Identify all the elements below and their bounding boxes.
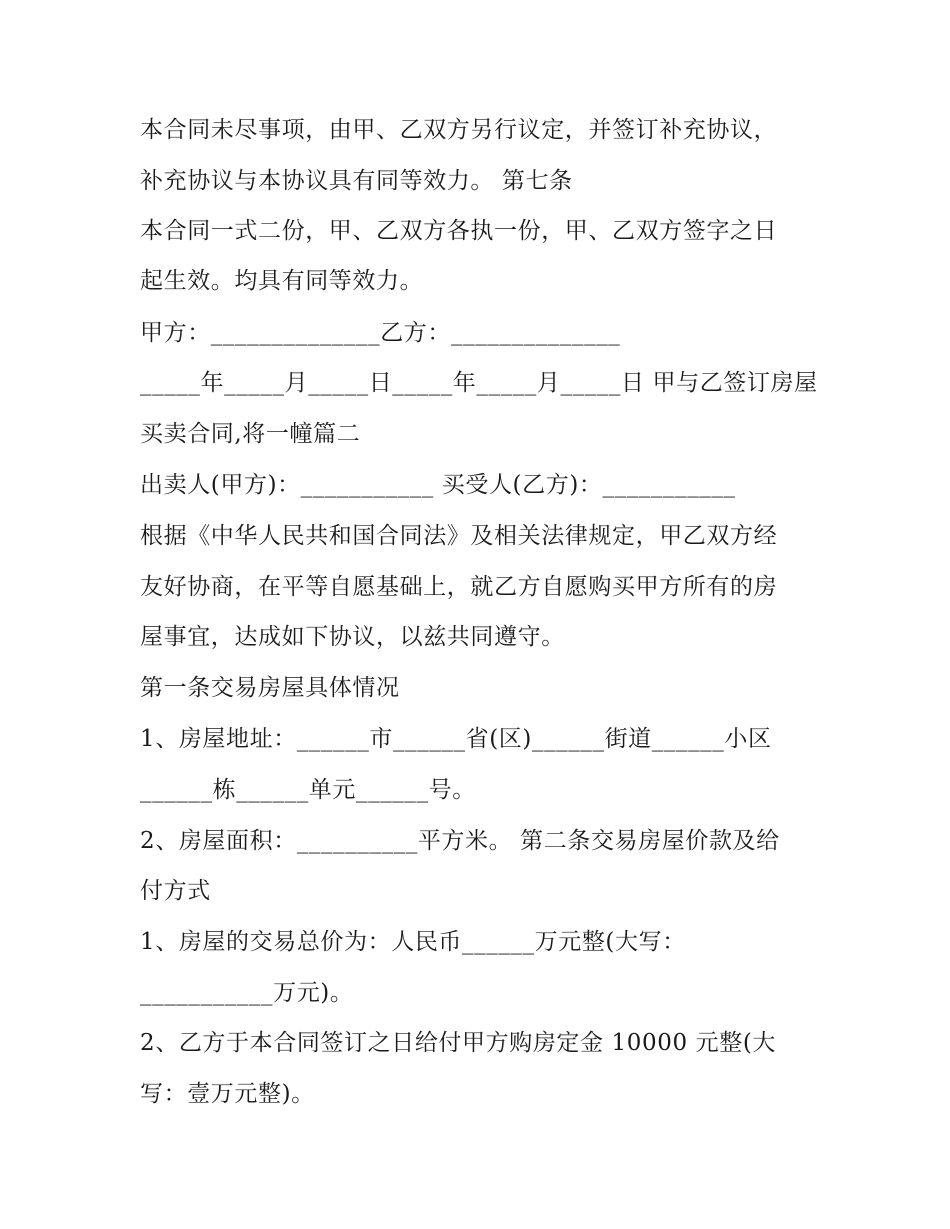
text-line: 补充协议与本协议具有同等效力。 第七条 — [140, 168, 573, 194]
text-line: 买卖合同,将一幢篇二 — [140, 421, 361, 447]
area-line: 2、房屋面积：__________平方米。 第二条交易房屋价款及给 — [140, 828, 780, 854]
section-heading: 第一条交易房屋具体情况 — [140, 675, 400, 701]
text-line: 起生效。均具有同等效力。 — [140, 268, 424, 294]
text-line: 屋事宜，达成如下协议，以兹共同遵守。 — [140, 624, 565, 650]
address-line: 1、房屋地址：______市______省(区)______街道______小区 — [140, 726, 772, 752]
text-line: 本合同未尽事项，由甲、乙双方另行议定，并签订补充协议， — [140, 117, 778, 143]
price-line: ___________万元)。 — [140, 980, 354, 1006]
deposit-line: 2、乙方于本合同签订之日给付甲方购房定金 10000 元整(大 — [140, 1030, 776, 1056]
text-line: 根据《中华人民共和国合同法》及相关法律规定，甲乙双方经 — [140, 523, 778, 549]
parties-line: 出卖人(甲方)：___________ 买受人(乙方)：___________ — [140, 472, 736, 498]
text-line: 友好协商，在平等自愿基础上，就乙方自愿购买甲方所有的房 — [140, 574, 778, 600]
deposit-line: 写：壹万元整)。 — [140, 1081, 315, 1107]
signature-line: 甲方：______________乙方：______________ — [140, 320, 621, 346]
price-line: 1、房屋的交易总价为：人民币______万元整(大写： — [140, 929, 686, 955]
text-line: 付方式 — [140, 878, 211, 904]
date-line: _____年_____月_____日_____年_____月_____日 甲与乙签订房屋 — [140, 370, 818, 396]
address-line: ______栋______单元______号。 — [140, 777, 476, 803]
text-line: 本合同一式二份，甲、乙双方各执一份，甲、乙双方签字之日 — [140, 218, 778, 244]
